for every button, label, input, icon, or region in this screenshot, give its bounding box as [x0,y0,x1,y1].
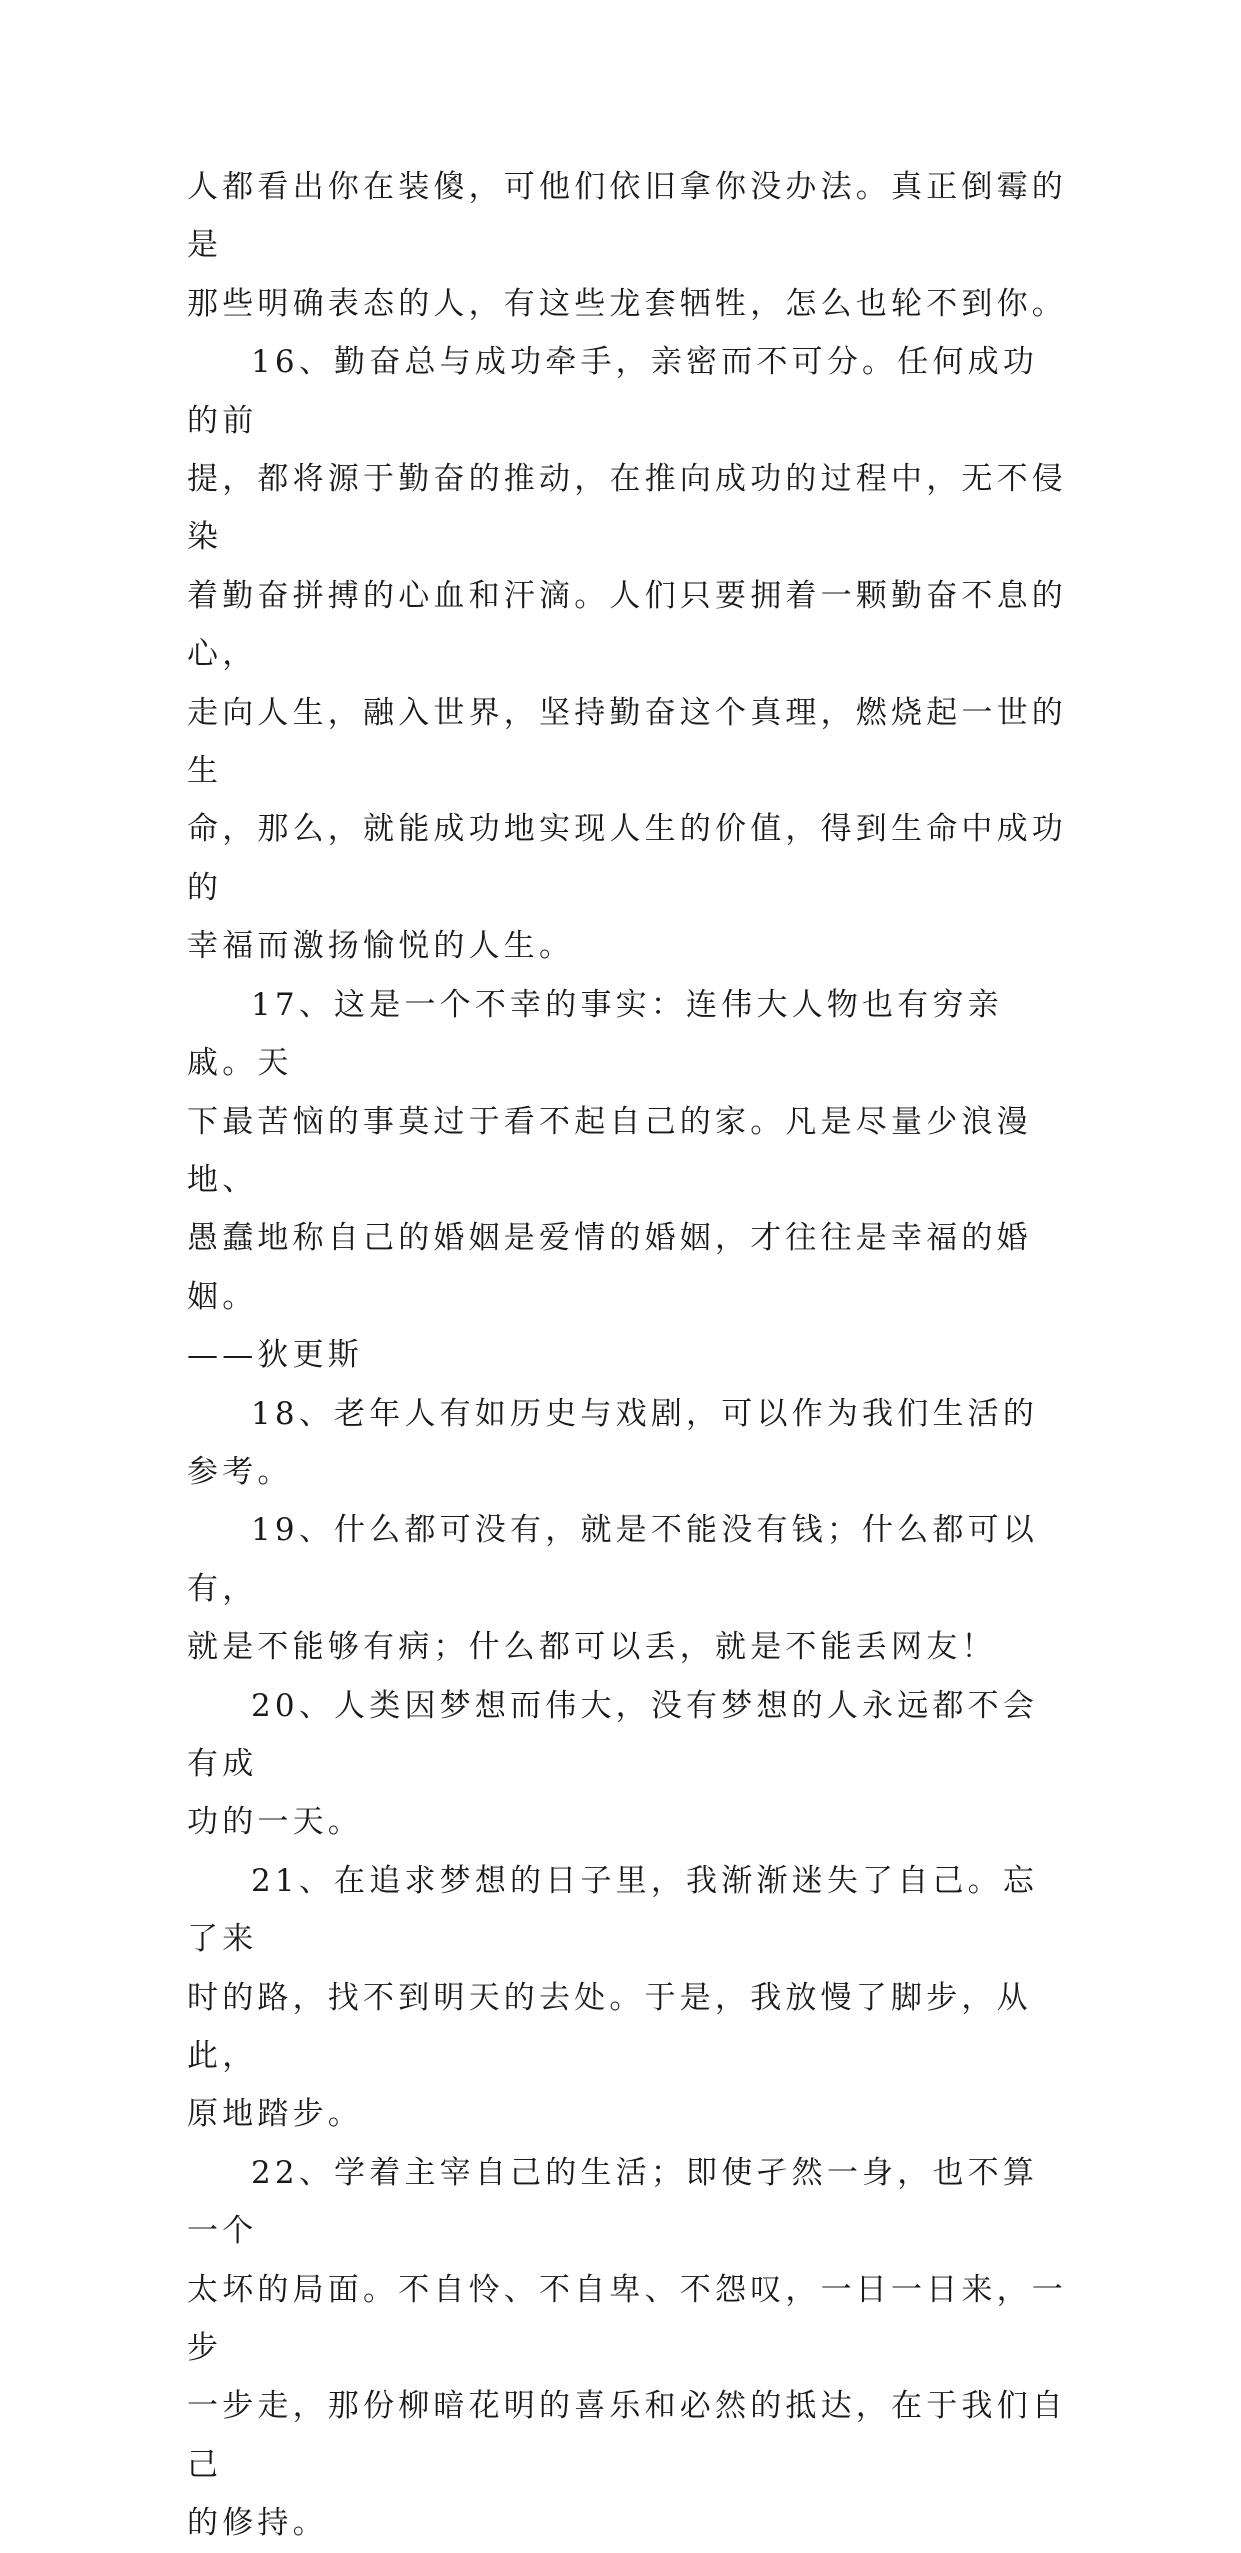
text-line: 22、学着主宰自己的生活；即使孑然一身，也不算一个 [187,2154,1039,2250]
text-line: 一步走，那份柳暗花明的喜乐和必然的抵达，在于我们自己 [187,2388,1067,2483]
text-line: 命，那么，就能成功地实现人生的价值，得到生命中成功的 [187,811,1067,906]
paragraph-17 [187,976,1067,1385]
text-line: 功的一天。 [187,1804,363,1841]
text-line: 走向人生，融入世界，坚持勤奋这个真理，燃烧起一世的生 [187,694,1067,790]
text-line: 18、老年人有如历史与戏剧，可以作为我们生活的参考。 [187,1395,1039,1490]
paragraph-18 [187,1385,1067,1502]
text-line: 下最苦恼的事莫过于看不起自己的家。凡是尽量少浪漫地、 [187,1103,1032,1198]
paragraph-21 [187,1852,1067,2144]
text-line: 16、勤奋总与成功牵手，亲密而不可分。任何成功的前 [187,344,1039,439]
text-line: 幸福而激扬愉悦的人生。 [187,928,575,965]
text-line: 21、在追求梦想的日子里，我渐渐迷失了自己。忘了来 [187,1862,1039,1958]
text-line: 那些明确表态的人，有这些龙套牺牲，怎么也轮不到你。 [187,285,1067,322]
text-line: 原地踏步。 [187,2096,363,2133]
document-body [187,158,1067,2553]
text-line: 太坏的局面。不自怜、不自卑、不怨叹，一日一日来，一步 [187,2271,1067,2367]
text-line: 提，都将源于勤奋的推动，在推向成功的过程中，无不侵染 [187,461,1067,556]
paragraph-16 [187,333,1067,975]
text-line: 时的路，找不到明天的去处。于是，我放慢了脚步，从此， [187,1979,1032,2074]
text-line: 17、这是一个不幸的事实：连伟大人物也有穷亲戚。天 [187,986,1003,1082]
text-line: 20、人类因梦想而伟大，没有梦想的人永远都不会有成 [187,1687,1039,1782]
text-line: 人都看出你在装傻，可他们依旧拿你没办法。真正倒霉的是 [187,169,1067,264]
paragraph-19 [187,1501,1067,1676]
text-line: 的修持。 [187,2505,328,2542]
text-line: 着勤奋拼搏的心血和汗滴。人们只要拥着一颗勤奋不息的心， [187,577,1067,673]
text-line: ——狄更斯 [187,1337,363,1374]
text-line: 愚蠢地称自己的婚姻是爱情的婚姻，才往往是幸福的婚姻。 [187,1220,1032,1315]
paragraph-22 [187,2144,1067,2553]
paragraph-continued [187,158,1067,333]
text-line: 就是不能够有病；什么都可以丢，就是不能丢网友！ [187,1629,997,1666]
text-line: 19、什么都可没有，就是不能没有钱；什么都可以有， [187,1512,1039,1607]
paragraph-20 [187,1677,1067,1852]
